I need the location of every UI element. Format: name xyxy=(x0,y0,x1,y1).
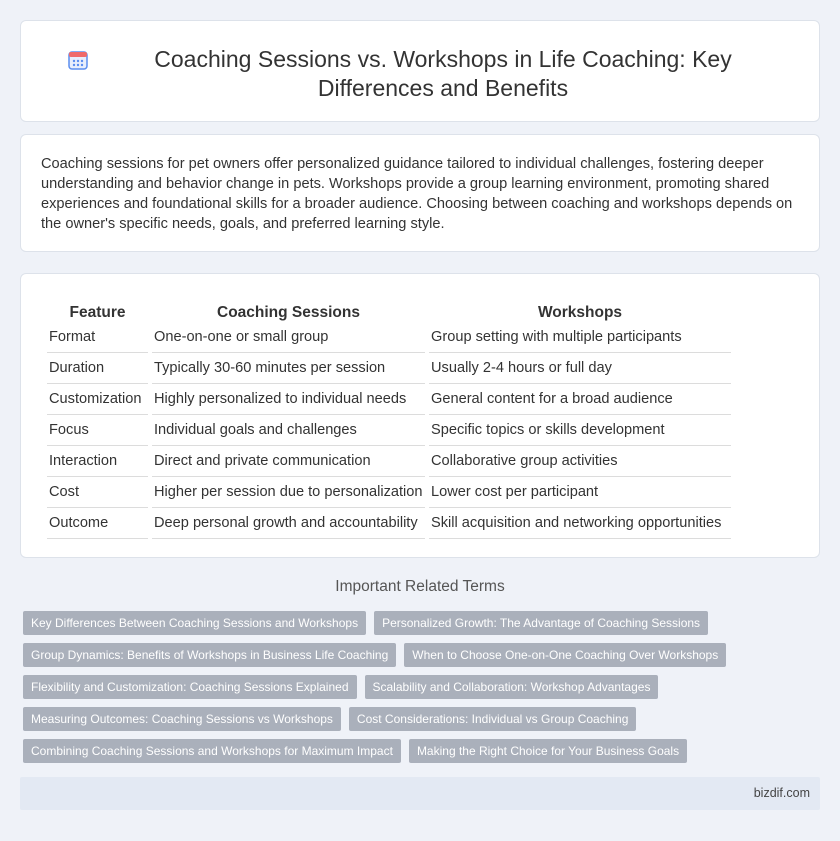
tag-row xyxy=(23,739,823,763)
table-cell-coaching: Individual goals and challenges xyxy=(152,415,425,446)
table-row xyxy=(47,353,731,384)
table-cell-workshops: Lower cost per participant xyxy=(429,477,731,508)
related-term-tag[interactable]: Making the Right Choice for Your Business Goals xyxy=(409,739,687,763)
comparison-card xyxy=(20,273,820,558)
related-term-tag[interactable]: Measuring Outcomes: Coaching Sessions vs Workshops xyxy=(23,707,341,731)
column-header-workshops: Workshops xyxy=(537,304,623,321)
table-cell-feature: Focus xyxy=(47,415,148,446)
intro-text: Coaching sessions for pet owners offer personalized guidance tailored to individual challenges, fostering deeper understanding and behavior change in pets. Workshops provide a group learning environment, promoting shared experiences and foundational skills for a broader audience. Choosing between coaching and workshops depends on the owner's specific needs, goals, and preferred learning style. xyxy=(41,156,793,232)
header-card xyxy=(20,20,820,122)
page-title: Coaching Sessions vs. Workshops in Life Coaching: Key Differences and Benefits xyxy=(154,46,732,101)
table-cell-coaching: Direct and private communication xyxy=(152,446,425,477)
table-cell-workshops: General content for a broad audience xyxy=(429,384,731,415)
table-cell-workshops: Usually 2-4 hours or full day xyxy=(429,353,731,384)
related-term-tag[interactable]: Flexibility and Customization: Coaching Sessions Explained xyxy=(23,675,357,699)
related-term-tag[interactable]: Cost Considerations: Individual vs Group Coaching xyxy=(349,707,636,731)
related-terms-heading: Important Related Terms xyxy=(335,578,505,595)
related-term-tag[interactable]: Personalized Growth: The Advantage of Coaching Sessions xyxy=(374,611,708,635)
table-cell-workshops: Skill acquisition and networking opportunities xyxy=(429,508,731,539)
table-row xyxy=(47,446,731,477)
footer xyxy=(20,777,820,810)
table-row xyxy=(47,477,731,508)
table-cell-coaching: Highly personalized to individual needs xyxy=(152,384,425,415)
table-cell-coaching: One-on-one or small group xyxy=(152,322,425,353)
table-row xyxy=(47,322,731,353)
tag-row xyxy=(23,643,823,667)
table-cell-coaching: Higher per session due to personalization xyxy=(152,477,425,508)
table-cell-feature: Outcome xyxy=(47,508,148,539)
table-cell-feature: Format xyxy=(47,322,148,353)
footer-site-link[interactable]: bizdif.com xyxy=(753,786,810,800)
table-cell-workshops: Specific topics or skills development xyxy=(429,415,731,446)
table-cell-feature: Cost xyxy=(47,477,148,508)
table-cell-workshops: Group setting with multiple participants xyxy=(429,322,731,353)
table-header-row xyxy=(47,296,731,322)
tag-row xyxy=(23,611,823,635)
table-row xyxy=(47,384,731,415)
related-term-tag[interactable]: When to Choose One-on-One Coaching Over Workshops xyxy=(404,643,726,667)
column-header-feature: Feature xyxy=(69,304,126,321)
title-wrap xyxy=(21,45,819,103)
column-header-coaching: Coaching Sessions xyxy=(217,304,360,321)
table-row xyxy=(47,415,731,446)
table-cell-coaching: Deep personal growth and accountability xyxy=(152,508,425,539)
related-term-tag[interactable]: Scalability and Collaboration: Workshop Advantages xyxy=(365,675,659,699)
table-cell-coaching: Typically 30-60 minutes per session xyxy=(152,353,425,384)
tag-row xyxy=(23,675,823,699)
table-row xyxy=(47,508,731,539)
related-terms-list xyxy=(23,611,823,771)
related-term-tag[interactable]: Group Dynamics: Benefits of Workshops in Business Life Coaching xyxy=(23,643,396,667)
comparison-table xyxy=(43,296,735,539)
table-cell-feature: Customization xyxy=(47,384,148,415)
related-term-tag[interactable]: Combining Coaching Sessions and Workshops for Maximum Impact xyxy=(23,739,401,763)
tag-row xyxy=(23,707,823,731)
related-term-tag[interactable]: Key Differences Between Coaching Sessions and Workshops xyxy=(23,611,366,635)
intro-card xyxy=(20,134,820,252)
calendar-icon xyxy=(67,49,89,71)
table-cell-feature: Interaction xyxy=(47,446,148,477)
table-cell-workshops: Collaborative group activities xyxy=(429,446,731,477)
table-cell-feature: Duration xyxy=(47,353,148,384)
